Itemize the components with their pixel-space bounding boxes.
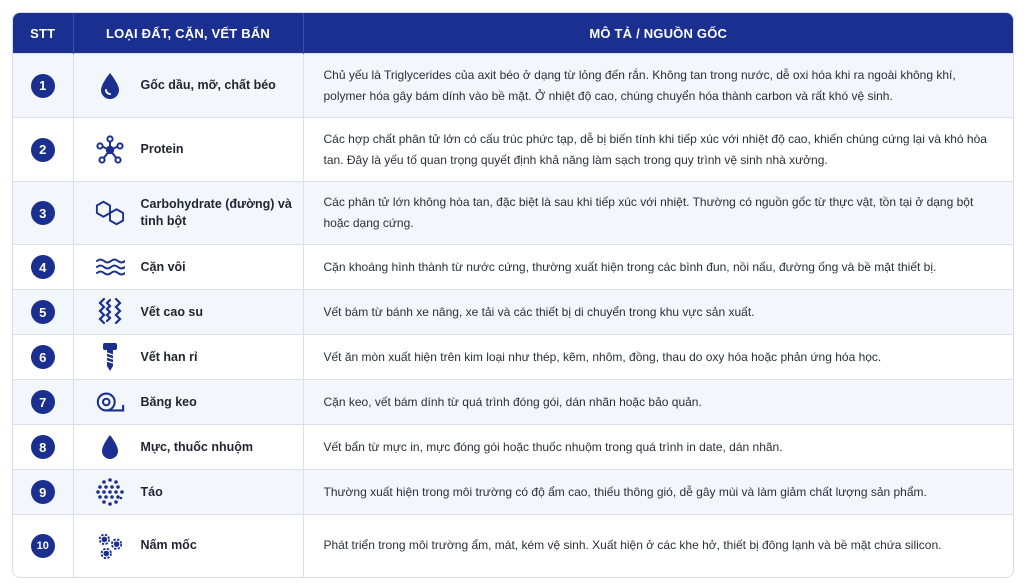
- table-row: [13, 290, 1013, 335]
- row-description: Vết bám từ bánh xe nâng, xe tải và các thiết bị di chuyển trong khu vực sản xuất.: [303, 290, 1013, 335]
- soil-types-table-card: [12, 12, 1014, 578]
- header-stt: STT: [13, 13, 73, 54]
- row-description: Cặn khoáng hình thành từ nước cứng, thường xuất hiện trong các bình đun, nồi nấu, đường ống và bề mặt thiết bị.: [303, 245, 1013, 290]
- tire-track-icon: [95, 297, 125, 327]
- row-number-badge: 5: [31, 300, 55, 324]
- oil-drop-icon: [95, 71, 125, 101]
- screw-icon: [95, 342, 125, 372]
- row-number-badge: 3: [31, 201, 55, 225]
- row-number-badge: 7: [31, 390, 55, 414]
- algae-dots-icon: [95, 477, 125, 507]
- header-type: LOẠI ĐẤT, CẶN, VẾT BẨN: [73, 13, 303, 54]
- row-type-label: Cặn vôi: [140, 259, 186, 274]
- soil-types-table: [13, 13, 1013, 577]
- row-number-badge: 9: [31, 480, 55, 504]
- row-number-badge: 10: [31, 534, 55, 558]
- row-description: Chủ yếu là Triglycerides của axit béo ở dạng từ lỏng đến rắn. Không tan trong nước, dễ oxi hóa khi ra ngoài không khí, polymer hóa gây bám dính vào bề mặt. Ở nhiệt độ cao, chúng chuyển hóa thành carbon và rất khó vệ sinh.: [303, 54, 1013, 118]
- row-description: Các phân tử lớn không hòa tan, đặc biệt là sau khi tiếp xúc với nhiệt. Thường có nguồn gốc từ thực vật, tồn tại ở dạng bột hoặc dạng cứng.: [303, 182, 1013, 245]
- mold-cluster-icon: [95, 531, 125, 561]
- ink-drop-icon: [95, 432, 125, 462]
- row-type-label: Protein: [140, 142, 184, 156]
- table-row: [13, 182, 1013, 245]
- row-number-badge: 8: [31, 435, 55, 459]
- row-description: Thường xuất hiện trong môi trường có độ ẩm cao, thiếu thông gió, dễ gây mùi và làm giảm chất lượng sản phẩm.: [303, 470, 1013, 515]
- hexagon-structure-icon: [95, 198, 125, 228]
- row-description: Vết bẩn từ mực in, mực đóng gói hoặc thuốc nhuộm trong quá trình in date, dán nhãn.: [303, 425, 1013, 470]
- row-type-label: Vết cao su: [140, 304, 204, 319]
- row-description: Phát triển trong môi trường ẩm, mát, kém vệ sinh. Xuất hiện ở các khe hở, thiết bị đông lạnh và bề mặt chứa silicon.: [303, 515, 1013, 577]
- tape-icon: [95, 387, 125, 417]
- row-type-label: Carbohydrate (đường) và tinh bột: [140, 197, 292, 228]
- table-header: [13, 13, 1013, 54]
- row-number-badge: 4: [31, 255, 55, 279]
- table-row: [13, 245, 1013, 290]
- row-type-label: Vết han rỉ: [140, 349, 198, 364]
- row-description: Vết ăn mòn xuất hiện trên kim loại như thép, kẽm, nhôm, đồng, thau do oxy hóa hoặc phản ứng hóa học.: [303, 335, 1013, 380]
- table-row: [13, 54, 1013, 118]
- table-row: [13, 470, 1013, 515]
- row-type-label: Mực, thuốc nhuộm: [140, 439, 254, 454]
- table-row: [13, 515, 1013, 577]
- waves-icon: [95, 252, 125, 282]
- table-row: [13, 335, 1013, 380]
- row-type-label: Gốc dầu, mỡ, chất béo: [140, 78, 276, 92]
- row-number-badge: 2: [31, 138, 55, 162]
- row-type-label: Táo: [140, 484, 163, 499]
- table-row: [13, 425, 1013, 470]
- molecule-icon: [95, 135, 125, 165]
- row-number-badge: 1: [31, 74, 55, 98]
- row-description: Cặn keo, vết bám dính từ quá trình đóng gói, dán nhãn hoặc bảo quản.: [303, 380, 1013, 425]
- row-description: Các hợp chất phân tử lớn có cấu trúc phức tạp, dễ bị biến tính khi tiếp xúc với nhiệt độ cao, khiến chúng cứng lại và khó hòa tan. Đây là yếu tố quan trọng quyết định khả năng làm sạch trong quy trình vệ sinh nhà xưởng.: [303, 118, 1013, 182]
- row-number-badge: 6: [31, 345, 55, 369]
- table-row: [13, 380, 1013, 425]
- row-type-label: Băng keo: [140, 394, 197, 409]
- header-description: MÔ TẢ / NGUỒN GỐC: [303, 13, 1013, 54]
- table-row: [13, 118, 1013, 182]
- row-type-label: Nấm mốc: [140, 538, 197, 553]
